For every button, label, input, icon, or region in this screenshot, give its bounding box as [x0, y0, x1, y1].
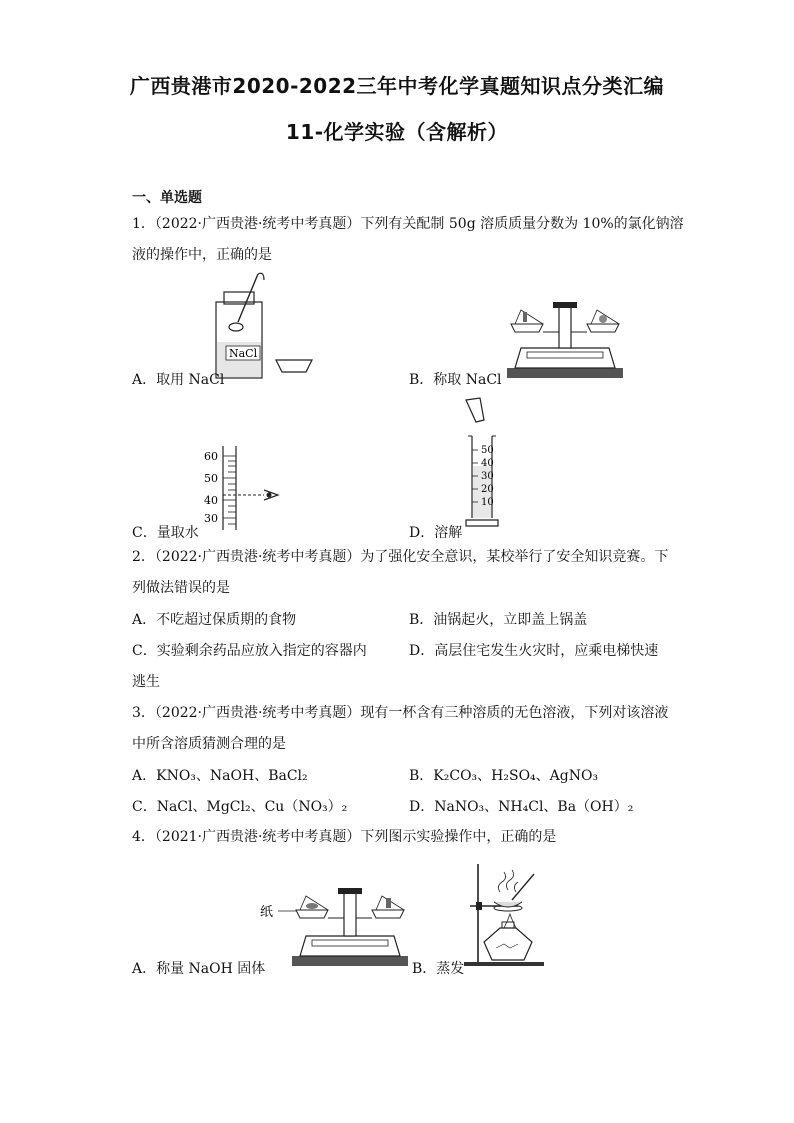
dissolve-cylinder-figure [464, 396, 514, 530]
q2-option-b: B．油锅起火，立即盖上锅盖 [409, 612, 588, 628]
tick-d-20: 20 [481, 484, 494, 495]
tick-d-50: 50 [481, 445, 494, 456]
q3-option-b: B．K₂CO₃、H₂SO₄、AgNO₃ [409, 768, 599, 784]
q2-option-c: C．实验剩余药品应放入指定的容器内 [132, 643, 367, 659]
q4-stem-line1: 4．（2021·广西贵港·统考中考真题）下列图示实验操作中，正确的是 [132, 829, 557, 845]
q1-option-a: A．取用 NaCl [132, 372, 225, 388]
q1-option-d: D．溶解 [409, 525, 463, 541]
doc-title-line1: 广西贵港市2020-2022三年中考化学真题知识点分类汇编 [129, 74, 665, 98]
q2-option-d: D．高层住宅发生火灾时，应乘电梯快速 [409, 643, 659, 659]
tick-d-30: 30 [481, 471, 494, 482]
q4-option-a: A．称量 NaOH 固体 [132, 961, 266, 977]
q2-option-a: A．不吃超过保质期的食物 [132, 612, 297, 628]
reading-cylinder-figure [198, 446, 288, 532]
q3-stem-line2: 中所含溶质猜测合理的是 [132, 736, 286, 752]
paper-label: 纸 [260, 905, 274, 920]
q1-stem-line2: 液的操作中，正确的是 [132, 247, 272, 263]
section-heading: 一、单选题 [132, 190, 202, 206]
q1-stem-line1: 1．（2022·广西贵港·统考中考真题）下列有关配制 50g 溶质质量分数为 10%的氯化钠溶 [132, 216, 684, 232]
tick-c-40: 40 [204, 494, 218, 507]
q3-option-a: A．KNO₃、NaOH、BaCl₂ [132, 768, 308, 784]
q2-stem-line2: 列做法错误的是 [132, 580, 230, 596]
tick-c-30: 30 [204, 512, 218, 525]
evaporation-figure [462, 856, 548, 968]
q1-option-c: C．量取水 [132, 525, 199, 541]
q3-option-d: D．NaNO₃、NH₄Cl、Ba（OH）₂ [409, 799, 634, 815]
nacl-bottle-figure [210, 272, 315, 384]
tick-c-60: 60 [204, 450, 218, 463]
q2-option-d-cont: 逃生 [132, 674, 160, 690]
tick-d-40: 40 [481, 458, 494, 469]
q3-option-c: C．NaCl、MgCl₂、Cu（NO₃）₂ [132, 799, 348, 815]
q2-stem-line1: 2．（2022·广西贵港·统考中考真题）为了强化安全意识，某校举行了安全知识竞赛。下 [132, 549, 669, 565]
tick-c-50: 50 [204, 472, 218, 485]
bottle-label: NaCl [229, 347, 258, 360]
doc-title-line2: 11-化学实验（含解析） [285, 120, 509, 144]
q1-option-b: B．称取 NaCl [409, 372, 502, 388]
q4-option-b: B．蒸发 [412, 961, 465, 977]
q3-stem-line1: 3．（2022·广西贵港·统考中考真题）现有一杯含有三种溶质的无色溶液，下列对该溶液 [132, 705, 669, 721]
balance-figure-1 [505, 296, 625, 380]
tick-d-10: 10 [481, 497, 494, 508]
balance-figure-2 [258, 880, 408, 968]
